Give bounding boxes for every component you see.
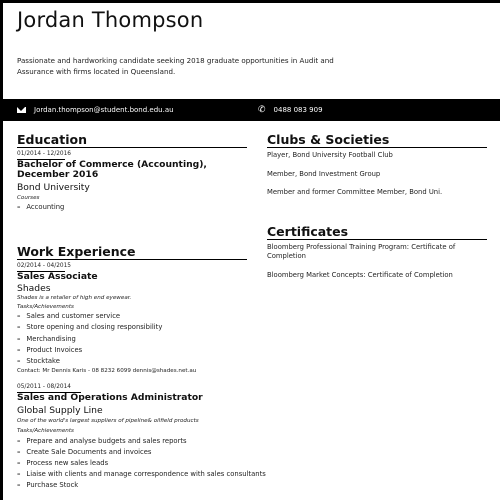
company-name: Shades [17,283,51,294]
education-heading: Education [17,132,87,147]
degree-title: Bachelor of Commerce (Accounting), December 2016 [17,159,207,180]
job-dates: 05/2011 - 08/2014 [17,384,71,390]
task-item: – Prepare and analyse budgets and sales reports [17,437,187,445]
work-heading: Work Experience [17,244,136,259]
task-item: – Create Sale Documents and invoices [17,448,151,456]
tasks-label: Tasks/Achievements [17,428,74,434]
education-dates: 01/2014 - 12/2016 [17,151,71,157]
work-rule [17,259,247,260]
education-rule [17,147,247,148]
contact-bar [0,99,500,121]
candidate-name: Jordan Thompson [17,8,204,32]
left-border [0,0,3,500]
certificates-heading: Certificates [267,224,349,239]
job-title: Sales and Operations Administrator [17,392,203,403]
company-name: Global Supply Line [17,405,103,416]
task-item: – Purchase Stock [17,481,78,489]
task-item: – Process new sales leads [17,459,108,467]
task-item: – Store opening and closing responsibility [17,323,162,331]
club-item: Player, Bond University Football Club [267,151,393,159]
envelope-icon [17,107,26,113]
job-dates: 02/2014 - 04/2015 [17,263,71,269]
club-item: Member, Bond Investment Group [267,170,381,178]
task-item: – Liaise with clients and manage correspondence with sales consultants [17,470,266,478]
tasks-label: Tasks/Achievements [17,304,74,310]
phone-icon: ✆ [258,104,266,115]
reference-contact: Contact: Mr Dennis Karis - 08 8232 6099 dennis@shades.net.au [17,368,197,374]
email-contact[interactable] [17,99,174,121]
company-description: Shades is a retailer of high end eyewear. [17,295,132,301]
certificates-rule [267,239,487,240]
task-item: – Merchandising [17,335,76,343]
school-name: Bond University [17,182,90,193]
career-summary: Passionate and hardworking candidate seeking 2018 graduate opportunities in Audit and Assurance with firms located in Queensland. [17,56,334,76]
club-item: Member and former Committee Member, Bond Uni. [267,188,443,196]
job-title: Sales Associate [17,271,98,282]
task-item: – Sales and customer service [17,312,120,320]
phone-text: 0488 083 909 [273,106,323,114]
clubs-rule [267,147,487,148]
clubs-heading: Clubs & Societies [267,132,390,147]
company-description: One of the world's largest suppliers of pipeline& oilfield products [17,418,199,424]
certificate-item: Bloomberg Market Concepts: Certificate of Completion [267,271,453,279]
course-item: – Accounting [17,203,64,211]
task-item: – Stocktake [17,357,60,365]
email-text: Jordan.thompson@student.bond.edu.au [34,106,174,114]
task-item: – Product Invoices [17,346,82,354]
top-border [0,0,500,3]
certificate-item: Bloomberg Professional Training Program: Certificate of Completion [267,243,456,260]
courses-label: Courses [17,195,40,201]
phone-contact[interactable] [258,99,323,121]
